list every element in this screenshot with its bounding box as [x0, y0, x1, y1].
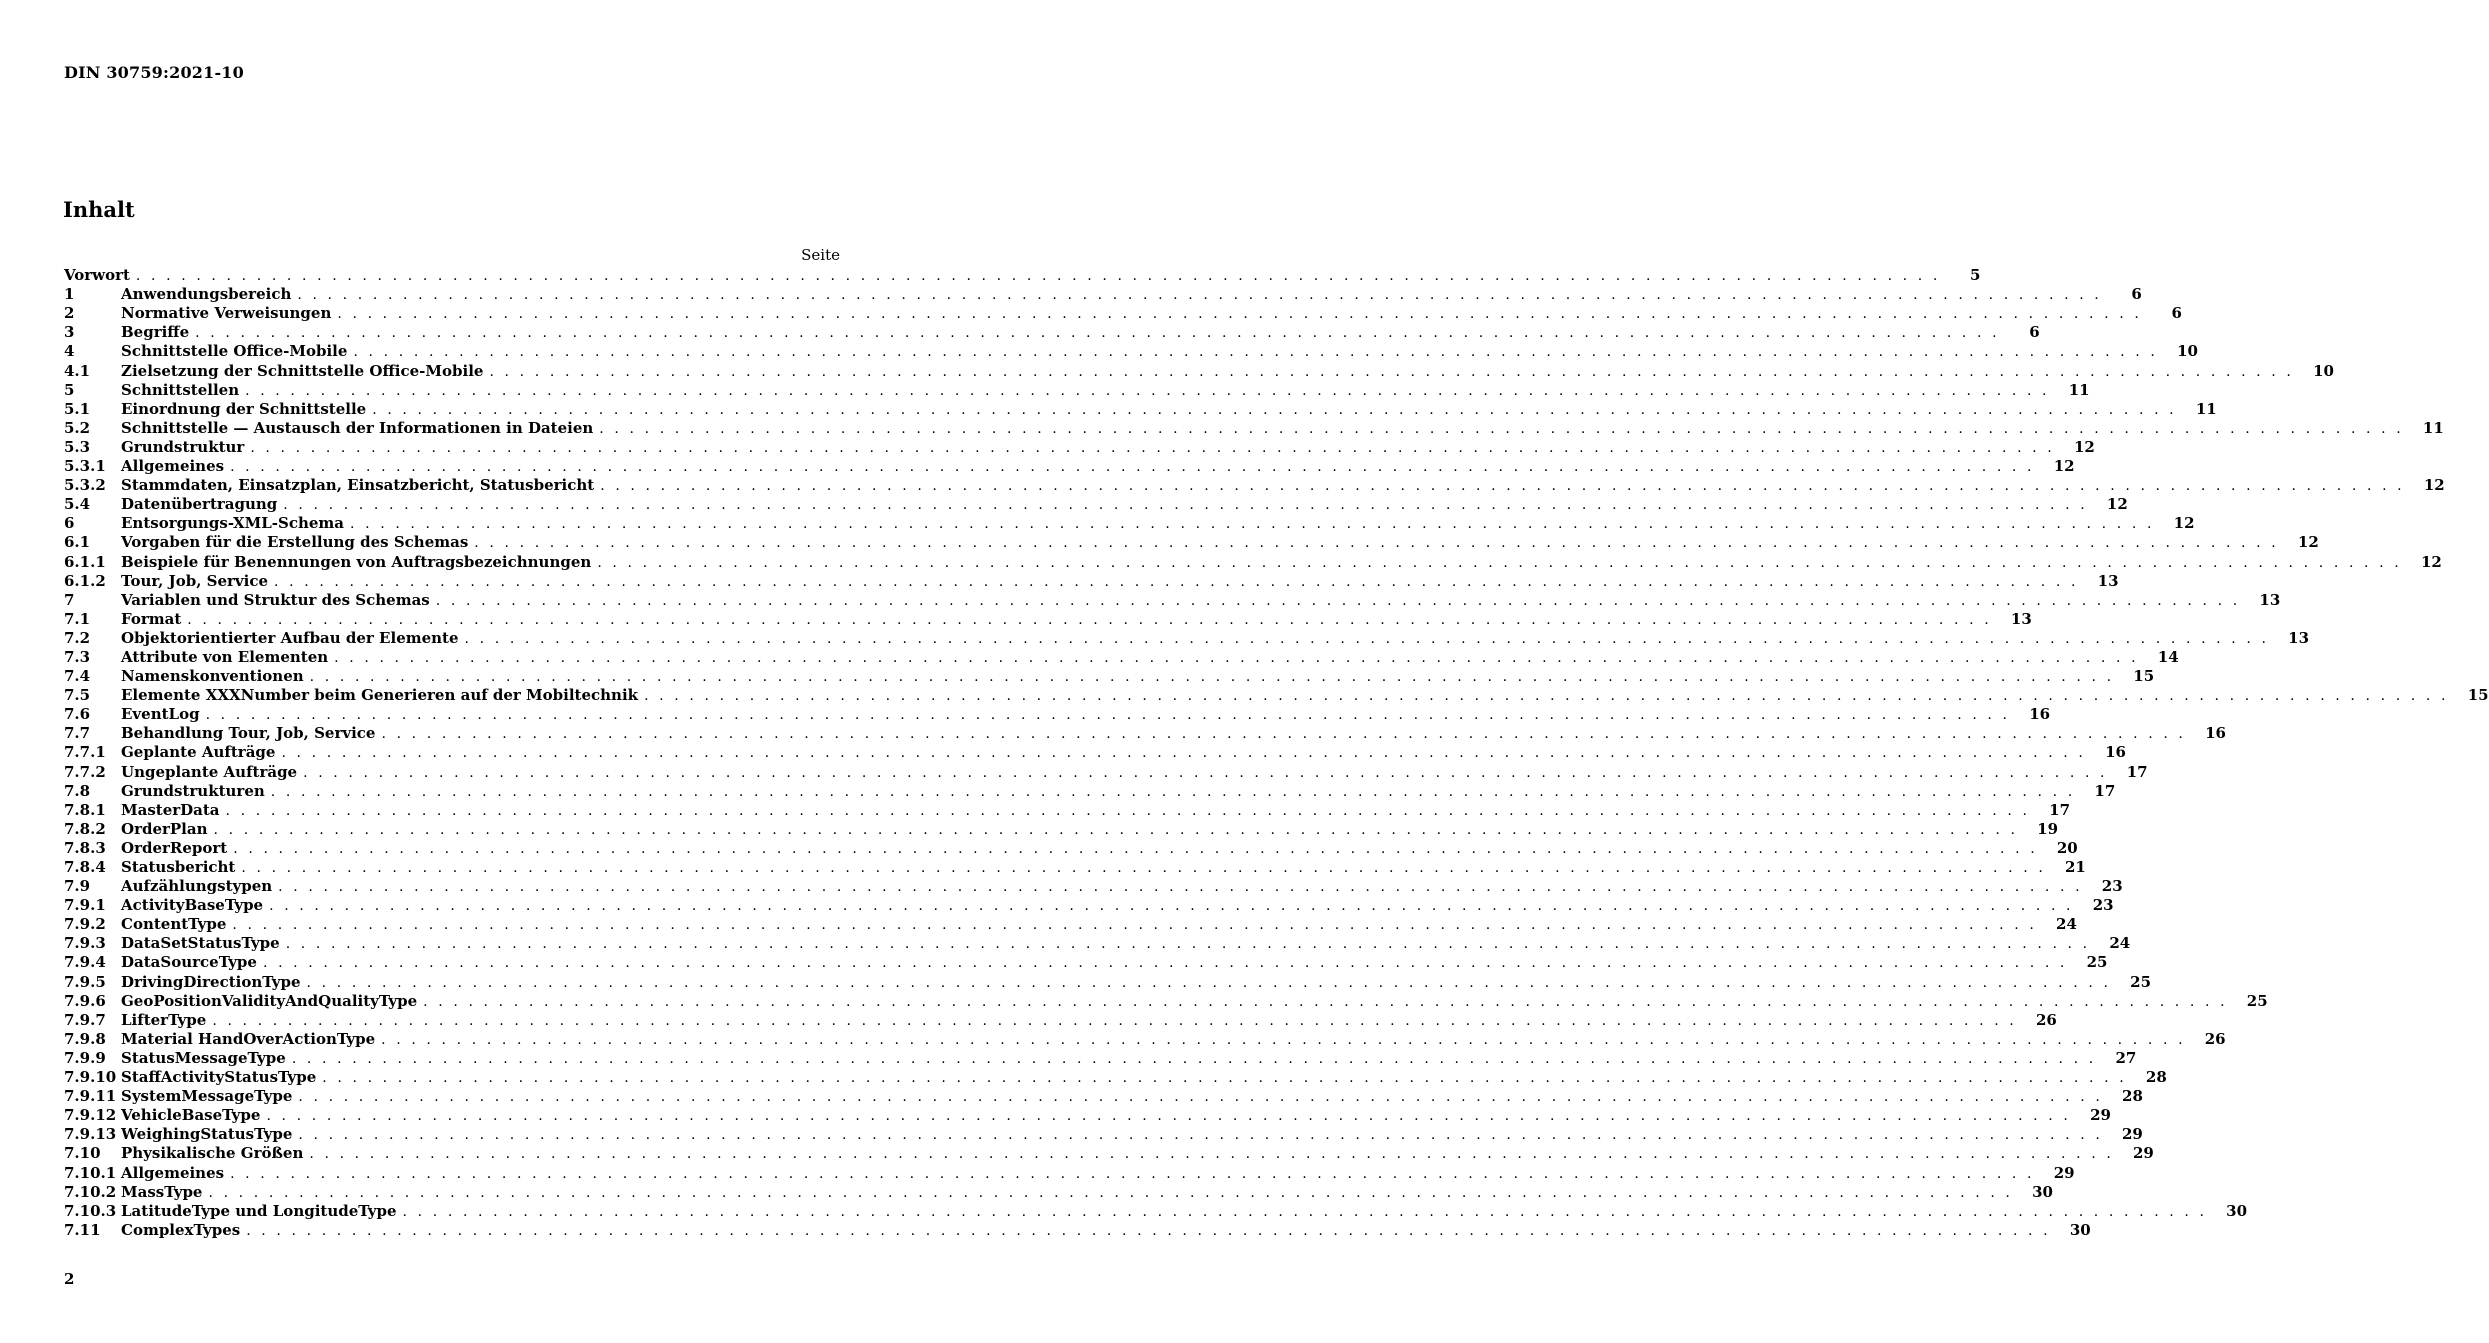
toc-entry[interactable] [64, 494, 2128, 514]
toc-entry-number: 7.10.2 [64, 1182, 117, 1201]
toc-entry-title: Format [121, 609, 182, 628]
document-id: DIN 30759:2021-10 [64, 63, 244, 82]
toc-entry-number: 6.1.2 [64, 571, 106, 590]
toc-entry[interactable] [64, 742, 2126, 762]
toc-dot-leader: . . . . . . . . . . . . . . . . . . . . . . . . . . . . . . . . . . . . . . . . . . . . . . . . . . . . . . . . . . . . . . . . . . . . . . . . . . . . . . . . . . . . . . . . . . . . . . . . . . . . . . . . . . . . . . . . . . . . . . . . [241, 860, 2046, 876]
toc-entry[interactable] [64, 933, 2131, 953]
toc-entry-title: Entsorgungs-XML-Schema [121, 514, 345, 533]
toc-entry[interactable] [64, 590, 2281, 609]
toc-entry-page: 15 [2467, 686, 2489, 705]
toc-entry-number: 7.6 [64, 705, 91, 724]
toc-entry-page: 14 [2157, 647, 2179, 666]
toc-entry-page: 16 [2029, 705, 2051, 724]
toc-entry[interactable] [64, 380, 2090, 399]
toc-entry-number: 5.3.1 [64, 457, 106, 476]
toc-entry-title: ContentType [121, 915, 227, 934]
toc-entry-page: 30 [2032, 1182, 2053, 1201]
toc-entry-number: 7.5 [64, 686, 91, 705]
toc-dot-leader: . . . . . . . . . . . . . . . . . . . . . . . . . . . . . . . . . . . . . . . . . . . . . . . . . . . . . . . . . . . . . . . . . . . . . . . . . . . . . . . . . . . . . . . . . . . . . . . . . . . . . . . . . . . . . . . . . . . . . . . . [262, 955, 2068, 972]
toc-entry-page: 12 [2106, 495, 2128, 514]
toc-entry-page: 29 [2053, 1163, 2075, 1182]
toc-entry-title: Grundstrukturen [121, 781, 265, 800]
toc-dot-leader: . . . . . . . . . . . . . . . . . . . . . . . . . . . . . . . . . . . . . . . . . . . . . . . . . . . . . . . . . . . . . . . . . . . . . . . . . . . . . . . . . . . . . . . . . . . . . . . . . . . . . . . . . . . . . . . . . . . . . . . . [644, 688, 2449, 705]
toc-entry-number: 7.9.10 [64, 1068, 117, 1087]
toc-entry-number: 7.9.6 [64, 991, 106, 1010]
toc-entry-page: 6 [2029, 323, 2040, 342]
toc-entry-page: 29 [2090, 1106, 2111, 1125]
toc-entry-number: 7.10 [64, 1144, 101, 1163]
toc-dot-leader: . . . . . . . . . . . . . . . . . . . . . . . . . . . . . . . . . . . . . . . . . . . . . . . . . . . . . . . . . . . . . . . . . . . . . . . . . . . . . . . . . . . . . . . . . . . . . . . . . . . . . . . . . . . . . . . . . . . . . . . . [281, 745, 2086, 762]
toc-entry[interactable] [64, 418, 2444, 437]
toc-entry-number: 5.2 [64, 418, 91, 437]
toc-entry-title: Vorwort [64, 266, 130, 285]
toc-entry-number: 7.3 [64, 647, 91, 666]
toc-dot-leader: . . . . . . . . . . . . . . . . . . . . . . . . . . . . . . . . . . . . . . . . . . . . . . . . . . . . . . . . . . . . . . . . . . . . . . . . . . . . . . . . . . . . . . . . . . . . . . . . . . . . . . . . . . . . . . . . . . . . . . . . [274, 573, 2079, 590]
toc-entry-page: 24 [2109, 934, 2131, 953]
toc-entry-page: 28 [2122, 1087, 2143, 1106]
toc-dot-leader: . . . . . . . . . . . . . . . . . . . . . . . . . . . . . . . . . . . . . . . . . . . . . . . . . . . . . . . . . . . . . . . . . . . . . . . . . . . . . . . . . . . . . . . . . . . . . . . . . . . . . . . . . . . . . . . . . . . . . . . . [283, 497, 2088, 514]
toc-entry-page: 17 [2094, 781, 2116, 800]
toc-entry[interactable] [64, 1143, 2154, 1163]
toc-entry-number: 7.4 [64, 667, 91, 686]
toc-entry[interactable] [64, 800, 2071, 819]
toc-entry-number: 7.8.1 [64, 800, 106, 819]
toc-entry-number: 7.8.2 [64, 819, 106, 838]
toc-dot-leader: . . . . . . . . . . . . . . . . . . . . . . . . . . . . . . . . . . . . . . . . . . . . . . . . . . . . . . . . . . . . . . . . . . . . . . . . . . . . . . . . . . . . . . . . . . . . . . . . . . . . . . . . . . . . . . . . . . . . . . . . [597, 554, 2402, 571]
toc-entry-page: 12 [2297, 533, 2319, 552]
toc-dot-leader: . . . . . . . . . . . . . . . . . . . . . . . . . . . . . . . . . . . . . . . . . . . . . . . . . . . . . . . . . . . . . . . . . . . . . . . . . . . . . . . . . . . . . . . . . . . . . . . . . . . . . . . . . . . . . . . . . . . . . . . . [205, 707, 2011, 724]
toc-dot-leader: . . . . . . . . . . . . . . . . . . . . . . . . . . . . . . . . . . . . . . . . . . . . . . . . . . . . . . . . . . . . . . . . . . . . . . . . . . . . . . . . . . . . . . . . . . . . . . . . . . . . . . . . . . . . . . . . . . . . . . . . [381, 726, 2186, 743]
toc-entry-number: 7.7.1 [64, 743, 106, 762]
toc-entry-title: Ungeplante Aufträge [121, 762, 298, 781]
toc-entry-title: Begriffe [121, 323, 190, 342]
toc-entry[interactable] [64, 914, 2077, 934]
toc-dot-leader: . . . . . . . . . . . . . . . . . . . . . . . . . . . . . . . . . . . . . . . . . . . . . . . . . . . . . . . . . . . . . . . . . . . . . . . . . . . . . . . . . . . . . . . . . . . . . . . . . . . . . . . . . . . . . . . . . . . . . . . . [230, 459, 2035, 476]
toc-entry-page: 13 [2288, 628, 2310, 647]
toc-entry-title: SystemMessageType [121, 1087, 293, 1106]
toc-entry-number: 6.1.1 [64, 552, 106, 571]
toc-dot-leader: . . . . . . . . . . . . . . . . . . . . . . . . . . . . . . . . . . . . . . . . . . . . . . . . . . . . . . . . . . . . . . . . . . . . . . . . . . . . . . . . . . . . . . . . . . . . . . . . . . . . . . . . . . . . . . . . . . . . . . . . [269, 898, 2074, 915]
toc-entry-number: 7.9.9 [64, 1048, 106, 1067]
toc-entry[interactable] [64, 876, 2123, 896]
toc-dot-leader: . . . . . . . . . . . . . . . . . . . . . . . . . . . . . . . . . . . . . . . . . . . . . . . . . . . . . . . . . . . . . . . . . . . . . . . . . . . . . . . . . . . . . . . . . . . . . . . . . . . . . . . . . . . . . . . . . . . . . . . . [298, 1089, 2103, 1106]
toc-entry[interactable] [64, 666, 2155, 686]
toc-entry-page: 6 [2131, 285, 2142, 304]
toc-entry-number: 7.10.1 [64, 1163, 117, 1182]
toc-entry[interactable] [64, 1105, 2111, 1125]
toc-entry-page: 6 [2171, 304, 2182, 323]
toc-heading: Inhalt [63, 197, 135, 222]
toc-entry[interactable] [64, 322, 2040, 342]
toc-entry-number: 5.3 [64, 437, 91, 456]
toc-entry-number: 7.7.2 [64, 762, 106, 781]
toc-entry-title: Physikalische Größen [121, 1144, 304, 1163]
toc-entry-number: 7.9.8 [64, 1029, 106, 1048]
toc-entry-page: 29 [2133, 1144, 2154, 1163]
toc-entry-number: 7.9.12 [64, 1106, 117, 1125]
toc-dot-leader: . . . . . . . . . . . . . . . . . . . . . . . . . . . . . . . . . . . . . . . . . . . . . . . . . . . . . . . . . . . . . . . . . . . . . . . . . . . . . . . . . . . . . . . . . . . . . . . . . . . . . . . . . . . . . . . . . . . . . . . . [135, 268, 1941, 285]
toc-dot-leader: . . . . . . . . . . . . . . . . . . . . . . . . . . . . . . . . . . . . . . . . . . . . . . . . . . . . . . . . . . . . . . . . . . . . . . . . . . . . . . . . . . . . . . . . . . . . . . . . . . . . . . . . . . . . . . . . . . . . . . . . [298, 1127, 2103, 1144]
toc-dot-leader: . . . . . . . . . . . . . . . . . . . . . . . . . . . . . . . . . . . . . . . . . . . . . . . . . . . . . . . . . . . . . . . . . . . . . . . . . . . . . . . . . . . . . . . . . . . . . . . . . . . . . . . . . . . . . . . . . . . . . . . . [474, 535, 2279, 552]
toc-entry-page: 26 [2035, 1010, 2057, 1029]
toc-entry-title: Vorgaben für die Erstellung des Schemas [121, 533, 469, 552]
toc-entry-number: 7.9 [64, 877, 91, 896]
toc-dot-leader: . . . . . . . . . . . . . . . . . . . . . . . . . . . . . . . . . . . . . . . . . . . . . . . . . . . . . . . . . . . . . . . . . . . . . . . . . . . . . . . . . . . . . . . . . . . . . . . . . . . . . . . . . . . . . . . . . . . . . . . . [208, 1184, 2013, 1201]
toc-dot-leader: . . . . . . . . . . . . . . . . . . . . . . . . . . . . . . . . . . . . . . . . . . . . . . . . . . . . . . . . . . . . . . . . . . . . . . . . . . . . . . . . . . . . . . . . . . . . . . . . . . . . . . . . . . . . . . . . . . . . . . . . [297, 287, 2102, 304]
toc-entry-title: Aufzählungstypen [121, 877, 273, 896]
toc-entry-page: 30 [2226, 1201, 2248, 1220]
toc-entry-page: 12 [2073, 437, 2095, 456]
toc-entry-title: Namenskonventionen [121, 667, 304, 686]
toc-entry-title: ActivityBaseType [121, 896, 264, 915]
toc-entry-title: Grundstruktur [121, 437, 245, 456]
toc-entry-number: 4.1 [64, 361, 91, 380]
toc-entry[interactable] [64, 341, 2198, 361]
toc-entry[interactable] [64, 1086, 2143, 1106]
toc-dot-leader: . . . . . . . . . . . . . . . . . . . . . . . . . . . . . . . . . . . . . . . . . . . . . . . . . . . . . . . . . . . . . . . . . . . . . . . . . . . . . . . . . . . . . . . . . . . . . . . . . . . . . . . . . . . . . . . . . . . . . . . . [278, 879, 2083, 896]
toc-dot-leader: . . . . . . . . . . . . . . . . . . . . . . . . . . . . . . . . . . . . . . . . . . . . . . . . . . . . . . . . . . . . . . . . . . . . . . . . . . . . . . . . . . . . . . . . . . . . . . . . . . . . . . . . . . . . . . . . . . . . . . . . [225, 802, 2031, 819]
toc-entry-page: 23 [2101, 877, 2123, 896]
toc-dot-leader: . . . . . . . . . . . . . . . . . . . . . . . . . . . . . . . . . . . . . . . . . . . . . . . . . . . . . . . . . . . . . . . . . . . . . . . . . . . . . . . . . . . . . . . . . . . . . . . . . . . . . . . . . . . . . . . . . . . . . . . . [266, 1108, 2071, 1125]
toc-entry-page: 24 [2056, 915, 2077, 934]
toc-entry[interactable] [64, 437, 2095, 456]
toc-dot-leader: . . . . . . . . . . . . . . . . . . . . . . . . . . . . . . . . . . . . . . . . . . . . . . . . . . . . . . . . . . . . . . . . . . . . . . . . . . . . . . . . . . . . . . . . . . . . . . . . . . . . . . . . . . . . . . . . . . . . . . . . [600, 478, 2405, 495]
toc-entry-title: StatusMessageType [121, 1048, 286, 1067]
toc-entry[interactable] [64, 1162, 2075, 1182]
toc-entry-page: 13 [2097, 571, 2119, 590]
toc-entry-number: 5 [64, 380, 75, 399]
toc-entry-page: 30 [2069, 1220, 2091, 1239]
toc-dot-leader: . . . . . . . . . . . . . . . . . . . . . . . . . . . . . . . . . . . . . . . . . . . . . . . . . . . . . . . . . . . . . . . . . . . . . . . . . . . . . . . . . . . . . . . . . . . . . . . . . . . . . . . . . . . . . . . . . . . . . . . . [233, 840, 2038, 857]
toc-dot-leader: . . . . . . . . . . . . . . . . . . . . . . . . . . . . . . . . . . . . . . . . . . . . . . . . . . . . . . . . . . . . . . . . . . . . . . . . . . . . . . . . . . . . . . . . . . . . . . . . . . . . . . . . . . . . . . . . . . . . . . . . [372, 401, 2177, 418]
toc-entry[interactable] [64, 456, 2075, 476]
toc-entry[interactable] [64, 704, 2051, 724]
toc-entry-number: 7.9.13 [64, 1125, 117, 1144]
toc-entry-number: 5.4 [64, 495, 91, 514]
toc-entry-title: ComplexTypes [121, 1220, 241, 1239]
toc-entry-title: WeighingStatusType [121, 1125, 293, 1144]
toc-entry-page: 23 [2092, 896, 2114, 915]
toc-entry-title: DataSourceType [121, 953, 257, 972]
toc-entry-page: 16 [2105, 743, 2126, 762]
toc-entry-title: Zielsetzung der Schnittstelle Office-Mobile [121, 361, 484, 380]
toc-entry[interactable] [64, 1220, 2091, 1239]
toc-entry-title: MassType [121, 1182, 203, 1201]
toc-dot-leader: . . . . . . . . . . . . . . . . . . . . . . . . . . . . . . . . . . . . . . . . . . . . . . . . . . . . . . . . . . . . . . . . . . . . . . . . . . . . . . . . . . . . . . . . . . . . . . . . . . . . . . . . . . . . . . . . . . . . . . . . [322, 1070, 2127, 1087]
toc-entry-title: Schnittstellen [121, 380, 240, 399]
toc-entry[interactable] [64, 895, 2114, 915]
page-column-label: Seite [801, 246, 840, 264]
toc-entry-page: 12 [2423, 476, 2445, 495]
toc-entry-title: EventLog [121, 705, 200, 724]
toc-entry[interactable] [64, 838, 2078, 857]
toc-entry[interactable] [64, 1124, 2143, 1144]
toc-dot-leader: . . . . . . . . . . . . . . . . . . . . . . . . . . . . . . . . . . . . . . . . . . . . . . . . . . . . . . . . . . . . . . . . . . . . . . . . . . . . . . . . . . . . . . . . . . . . . . . . . . . . . . . . . . . . . . . . . . . . . . . . [232, 917, 2037, 934]
toc-entry-number: 3 [64, 323, 75, 342]
toc-entry-page: 17 [2126, 762, 2148, 781]
toc-entry-title: Schnittstelle — Austausch der Informationen in Dateien [121, 418, 594, 437]
toc-entry[interactable] [64, 857, 2086, 876]
toc-entry-number: 7.11 [64, 1220, 101, 1239]
toc-entry-number: 4 [64, 342, 75, 361]
toc-dot-leader: . . . . . . . . . . . . . . . . . . . . . . . . . . . . . . . . . . . . . . . . . . . . . . . . . . . . . . . . . . . . . . . . . . . . . . . . . . . . . . . . . . . . . . . . . . . . . . . . . . . . . . . . . . . . . . . . . . . . . . . . [187, 611, 1992, 628]
toc-entry-title: Variablen und Struktur des Schemas [121, 590, 430, 609]
toc-entry-title: GeoPositionValidityAndQualityType [121, 991, 418, 1010]
toc-dot-leader: . . . . . . . . . . . . . . . . . . . . . . . . . . . . . . . . . . . . . . . . . . . . . . . . . . . . . . . . . . . . . . . . . . . . . . . . . . . . . . . . . . . . . . . . . . . . . . . . . . . . . . . . . . . . . . . . . . . . . . . . [246, 1222, 2051, 1239]
toc-entry[interactable] [64, 952, 2108, 972]
toc-entry-page: 12 [2420, 552, 2442, 571]
footer-page-number: 2 [64, 1270, 75, 1288]
toc-dot-leader: . . . . . . . . . . . . . . . . . . . . . . . . . . . . . . . . . . . . . . . . . . . . . . . . . . . . . . . . . . . . . . . . . . . . . . . . . . . . . . . . . . . . . . . . . . . . . . . . . . . . . . . . . . . . . . . . . . . . . . . . [423, 993, 2228, 1010]
toc-entry-number: 7.9.2 [64, 915, 106, 934]
toc-entry-page: 19 [2037, 819, 2059, 838]
toc-entry-title: Datenübertragung [121, 495, 278, 514]
toc-entry-title: OrderReport [121, 838, 228, 857]
toc-entry[interactable] [64, 647, 2179, 666]
toc-dot-leader: . . . . . . . . . . . . . . . . . . . . . . . . . . . . . . . . . . . . . . . . . . . . . . . . . . . . . . . . . . . . . . . . . . . . . . . . . . . . . . . . . . . . . . . . . . . . . . . . . . . . . . . . . . . . . . . . . . . . . . . . [435, 592, 2241, 609]
toc-entry-title: OrderPlan [121, 819, 208, 838]
toc-entry[interactable] [64, 265, 1981, 285]
toc-entry-number: 5.3.2 [64, 476, 106, 495]
toc-dot-leader: . . . . . . . . . . . . . . . . . . . . . . . . . . . . . . . . . . . . . . . . . . . . . . . . . . . . . . . . . . . . . . . . . . . . . . . . . . . . . . . . . . . . . . . . . . . . . . . . . . . . . . . . . . . . . . . . . . . . . . . . [402, 1203, 2208, 1220]
toc-entry[interactable] [64, 723, 2226, 743]
toc-entry-title: Allgemeines [121, 1163, 225, 1182]
toc-entry-page: 27 [2115, 1048, 2137, 1067]
toc-entry-number: 7.9.5 [64, 972, 106, 991]
toc-dot-leader: . . . . . . . . . . . . . . . . . . . . . . . . . . . . . . . . . . . . . . . . . . . . . . . . . . . . . . . . . . . . . . . . . . . . . . . . . . . . . . . . . . . . . . . . . . . . . . . . . . . . . . . . . . . . . . . . . . . . . . . . [230, 1165, 2035, 1182]
toc-entry-page: 21 [2065, 858, 2086, 876]
toc-entry[interactable] [64, 1010, 2057, 1029]
toc-entry-page: 12 [2053, 457, 2075, 476]
toc-entry-title: Attribute von Elementen [121, 647, 329, 666]
toc-entry[interactable] [64, 685, 2489, 705]
toc-entry-number: 7.7 [64, 724, 91, 743]
toc-entry-page: 11 [2068, 380, 2090, 399]
toc-dot-leader: . . . . . . . . . . . . . . . . . . . . . . . . . . . . . . . . . . . . . . . . . . . . . . . . . . . . . . . . . . . . . . . . . . . . . . . . . . . . . . . . . . . . . . . . . . . . . . . . . . . . . . . . . . . . . . . . . . . . . . . . [303, 764, 2108, 781]
toc-entry[interactable] [64, 284, 2142, 304]
toc-entry-title: Behandlung Tour, Job, Service [121, 724, 376, 743]
toc-entry-title: Normative Verweisungen [121, 304, 332, 323]
toc-entry-page: 17 [2049, 800, 2071, 819]
toc-entry[interactable] [64, 1029, 2226, 1048]
toc-entry-page: 28 [2145, 1068, 2167, 1087]
toc-entry[interactable] [64, 761, 2148, 781]
toc-dot-leader: . . . . . . . . . . . . . . . . . . . . . . . . . . . . . . . . . . . . . . . . . . . . . . . . . . . . . . . . . . . . . . . . . . . . . . . . . . . . . . . . . . . . . . . . . . . . . . . . . . . . . . . . . . . . . . . . . . . . . . . . [245, 382, 2050, 399]
toc-entry-title: MasterData [121, 800, 220, 819]
toc-entry-page: 11 [2422, 418, 2444, 437]
toc-entry[interactable] [64, 628, 2310, 647]
toc-entry-page: 25 [2246, 991, 2268, 1010]
toc-dot-leader: . . . . . . . . . . . . . . . . . . . . . . . . . . . . . . . . . . . . . . . . . . . . . . . . . . . . . . . . . . . . . . . . . . . . . . . . . . . . . . . . . . . . . . . . . . . . . . . . . . . . . . . . . . . . . . . . . . . . . . . . [213, 821, 2019, 838]
toc-entry-page: 16 [2205, 724, 2226, 743]
toc-dot-leader: . . . . . . . . . . . . . . . . . . . . . . . . . . . . . . . . . . . . . . . . . . . . . . . . . . . . . . . . . . . . . . . . . . . . . . . . . . . . . . . . . . . . . . . . . . . . . . . . . . . . . . . . . . . . . . . . . . . . . . . . [291, 1050, 2097, 1067]
toc-dot-leader: . . . . . . . . . . . . . . . . . . . . . . . . . . . . . . . . . . . . . . . . . . . . . . . . . . . . . . . . . . . . . . . . . . . . . . . . . . . . . . . . . . . . . . . . . . . . . . . . . . . . . . . . . . . . . . . . . . . . . . . . [306, 974, 2112, 991]
toc-entry-title: Objektorientierter Aufbau der Elemente [121, 628, 459, 647]
toc-dot-leader: . . . . . . . . . . . . . . . . . . . . . . . . . . . . . . . . . . . . . . . . . . . . . . . . . . . . . . . . . . . . . . . . . . . . . . . . . . . . . . . . . . . . . . . . . . . . . . . . . . . . . . . . . . . . . . . . . . . . . . . . [334, 649, 2139, 666]
toc-entry-page: 25 [2086, 953, 2108, 972]
toc-entry-number: 5.1 [64, 399, 91, 418]
toc-entry-title: LifterType [121, 1010, 207, 1029]
toc-entry-title: Anwendungsbereich [121, 285, 292, 304]
toc-entry-number: 6.1 [64, 533, 91, 552]
toc-dot-leader: . . . . . . . . . . . . . . . . . . . . . . . . . . . . . . . . . . . . . . . . . . . . . . . . . . . . . . . . . . . . . . . . . . . . . . . . . . . . . . . . . . . . . . . . . . . . . . . . . . . . . . . . . . . . . . . . . . . . . . . . [599, 420, 2404, 437]
toc-dot-leader: . . . . . . . . . . . . . . . . . . . . . . . . . . . . . . . . . . . . . . . . . . . . . . . . . . . . . . . . . . . . . . . . . . . . . . . . . . . . . . . . . . . . . . . . . . . . . . . . . . . . . . . . . . . . . . . . . . . . . . . . [285, 936, 2091, 953]
toc-entry-number: 7.9.3 [64, 934, 106, 953]
toc-dot-leader: . . . . . . . . . . . . . . . . . . . . . . . . . . . . . . . . . . . . . . . . . . . . . . . . . . . . . . . . . . . . . . . . . . . . . . . . . . . . . . . . . . . . . . . . . . . . . . . . . . . . . . . . . . . . . . . . . . . . . . . . [337, 306, 2142, 323]
toc-entry-number: 7.8 [64, 781, 91, 800]
toc-entry-title: Beispiele für Benennungen von Auftragsbezeichnungen [121, 552, 592, 571]
toc-dot-leader: . . . . . . . . . . . . . . . . . . . . . . . . . . . . . . . . . . . . . . . . . . . . . . . . . . . . . . . . . . . . . . . . . . . . . . . . . . . . . . . . . . . . . . . . . . . . . . . . . . . . . . . . . . . . . . . . . . . . . . . . [195, 325, 2000, 342]
toc-entry-number: 7.1 [64, 609, 91, 628]
toc-entry-title: LatitudeType und LongitudeType [121, 1201, 397, 1220]
toc-entry[interactable] [64, 819, 2059, 838]
toc-entry-number: 1 [64, 285, 75, 304]
toc-entry-page: 26 [2204, 1029, 2226, 1048]
toc-entry-number: 2 [64, 304, 75, 323]
toc-entry[interactable] [64, 399, 2217, 418]
toc-dot-leader: . . . . . . . . . . . . . . . . . . . . . . . . . . . . . . . . . . . . . . . . . . . . . . . . . . . . . . . . . . . . . . . . . . . . . . . . . . . . . . . . . . . . . . . . . . . . . . . . . . . . . . . . . . . . . . . . . . . . . . . . [381, 1031, 2186, 1048]
toc-entry[interactable] [64, 781, 2116, 800]
toc-entry-page: 13 [2259, 590, 2281, 609]
toc-entry[interactable] [64, 991, 2268, 1010]
toc-entry[interactable] [64, 1182, 2053, 1201]
toc-entry[interactable] [64, 1201, 2248, 1220]
toc-entry-number: 7.9.11 [64, 1087, 117, 1106]
toc-entry-page: 12 [2173, 514, 2195, 533]
toc-entry-page: 11 [2195, 399, 2217, 418]
toc-entry-title: Geplante Aufträge [121, 743, 276, 762]
toc-entry-page: 10 [2313, 361, 2334, 380]
toc-entry-number: 7.9.7 [64, 1010, 106, 1029]
toc-entry-title: VehicleBaseType [121, 1106, 261, 1125]
toc-entry[interactable] [64, 475, 2445, 495]
toc-entry[interactable] [64, 551, 2442, 571]
toc-entry-title: Einordnung der Schnittstelle [121, 399, 367, 418]
toc-entry[interactable] [64, 971, 2152, 991]
toc-entry-page: 13 [2010, 609, 2032, 628]
table-of-contents [64, 265, 2489, 1239]
toc-entry-title: StaffActivityStatusType [121, 1068, 317, 1087]
toc-entry[interactable] [64, 303, 2182, 323]
toc-entry-number: 7.9.1 [64, 896, 106, 915]
toc-entry-number: 7.8.4 [64, 858, 106, 876]
toc-dot-leader: . . . . . . . . . . . . . . . . . . . . . . . . . . . . . . . . . . . . . . . . . . . . . . . . . . . . . . . . . . . . . . . . . . . . . . . . . . . . . . . . . . . . . . . . . . . . . . . . . . . . . . . . . . . . . . . . . . . . . . . . [464, 630, 2270, 647]
toc-entry-title: Elemente XXXNumber beim Generieren auf der Mobiltechnik [121, 686, 639, 705]
toc-entry-page: 29 [2122, 1125, 2143, 1144]
toc-entry-number: 7 [64, 590, 75, 609]
toc-dot-leader: . . . . . . . . . . . . . . . . . . . . . . . . . . . . . . . . . . . . . . . . . . . . . . . . . . . . . . . . . . . . . . . . . . . . . . . . . . . . . . . . . . . . . . . . . . . . . . . . . . . . . . . . . . . . . . . . . . . . . . . . [489, 363, 2294, 380]
toc-entry-number: 6 [64, 514, 75, 533]
toc-dot-leader: . . . . . . . . . . . . . . . . . . . . . . . . . . . . . . . . . . . . . . . . . . . . . . . . . . . . . . . . . . . . . . . . . . . . . . . . . . . . . . . . . . . . . . . . . . . . . . . . . . . . . . . . . . . . . . . . . . . . . . . . [350, 516, 2155, 533]
toc-entry-title: DrivingDirectionType [121, 972, 301, 991]
toc-entry-page: 10 [2177, 342, 2198, 361]
toc-entry-number: 7.2 [64, 628, 91, 647]
toc-entry[interactable] [64, 1048, 2137, 1067]
toc-dot-leader: . . . . . . . . . . . . . . . . . . . . . . . . . . . . . . . . . . . . . . . . . . . . . . . . . . . . . . . . . . . . . . . . . . . . . . . . . . . . . . . . . . . . . . . . . . . . . . . . . . . . . . . . . . . . . . . . . . . . . . . . [212, 1012, 2017, 1029]
toc-entry-number: 7.10.3 [64, 1201, 117, 1220]
toc-dot-leader: . . . . . . . . . . . . . . . . . . . . . . . . . . . . . . . . . . . . . . . . . . . . . . . . . . . . . . . . . . . . . . . . . . . . . . . . . . . . . . . . . . . . . . . . . . . . . . . . . . . . . . . . . . . . . . . . . . . . . . . . [353, 344, 2158, 361]
toc-entry[interactable] [64, 513, 2195, 533]
toc-entry-title: Statusbericht [121, 858, 236, 876]
toc-dot-leader: . . . . . . . . . . . . . . . . . . . . . . . . . . . . . . . . . . . . . . . . . . . . . . . . . . . . . . . . . . . . . . . . . . . . . . . . . . . . . . . . . . . . . . . . . . . . . . . . . . . . . . . . . . . . . . . . . . . . . . . . [270, 783, 2076, 800]
toc-entry[interactable] [64, 1067, 2167, 1087]
toc-dot-leader: . . . . . . . . . . . . . . . . . . . . . . . . . . . . . . . . . . . . . . . . . . . . . . . . . . . . . . . . . . . . . . . . . . . . . . . . . . . . . . . . . . . . . . . . . . . . . . . . . . . . . . . . . . . . . . . . . . . . . . . . [309, 1146, 2114, 1163]
toc-entry-page: 20 [2056, 838, 2078, 857]
toc-entry-title: Stammdaten, Einsatzplan, Einsatzbericht, Statusbericht [121, 476, 595, 495]
toc-entry-number: 7.8.3 [64, 838, 106, 857]
toc-entry-title: Allgemeines [121, 457, 225, 476]
toc-entry-page: 15 [2133, 667, 2155, 686]
toc-entry-number: 7.9.4 [64, 953, 106, 972]
toc-dot-leader: . . . . . . . . . . . . . . . . . . . . . . . . . . . . . . . . . . . . . . . . . . . . . . . . . . . . . . . . . . . . . . . . . . . . . . . . . . . . . . . . . . . . . . . . . . . . . . . . . . . . . . . . . . . . . . . . . . . . . . . . [250, 439, 2055, 456]
toc-entry-page: 25 [2130, 972, 2152, 991]
toc-entry[interactable] [64, 609, 2032, 628]
toc-entry[interactable] [64, 360, 2334, 380]
toc-entry-title: Tour, Job, Service [121, 571, 269, 590]
toc-entry[interactable] [64, 532, 2319, 552]
toc-entry-page: 5 [1969, 266, 1981, 285]
toc-dot-leader: . . . . . . . . . . . . . . . . . . . . . . . . . . . . . . . . . . . . . . . . . . . . . . . . . . . . . . . . . . . . . . . . . . . . . . . . . . . . . . . . . . . . . . . . . . . . . . . . . . . . . . . . . . . . . . . . . . . . . . . . [309, 669, 2115, 686]
toc-entry[interactable] [64, 571, 2119, 590]
toc-entry-title: Schnittstelle Office-Mobile [121, 342, 348, 361]
toc-entry-title: Material HandOverActionType [121, 1029, 376, 1048]
toc-entry-title: DataSetStatusType [121, 934, 280, 953]
